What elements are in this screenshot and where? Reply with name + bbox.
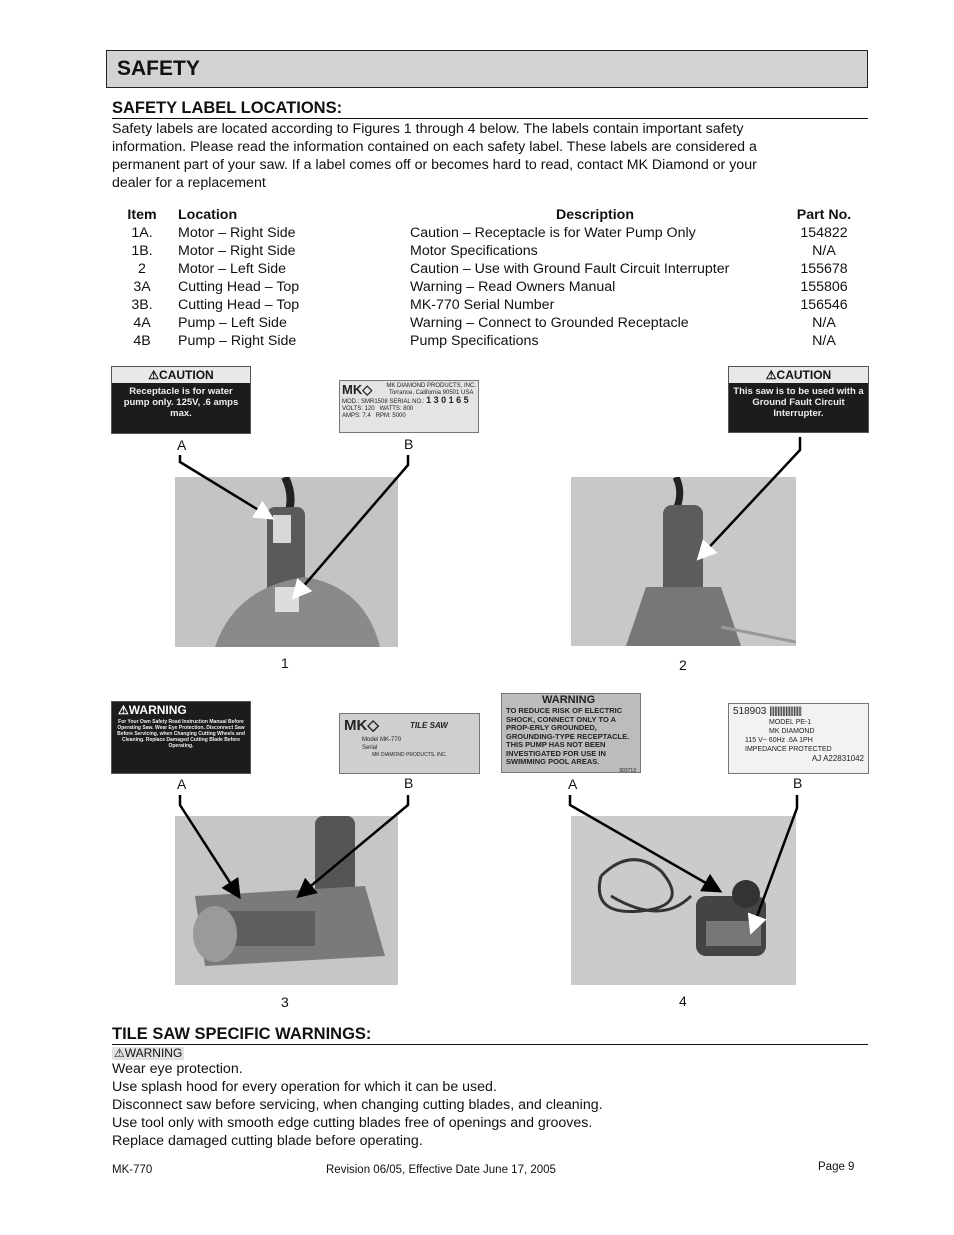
intro-line: information. Please read the information contained on each safety label. These labels are considered a <box>112 139 757 155</box>
cell-location: Pump – Right Side <box>178 333 297 349</box>
pump-spec-label <box>728 703 869 774</box>
motor-volts: VOLTS: 120 <box>342 406 375 412</box>
cell-description: Warning – Read Owners Manual <box>410 279 616 295</box>
cell-part: N/A <box>812 333 836 349</box>
header-item: Item <box>127 207 157 223</box>
table-row <box>112 278 868 296</box>
warning-line: Replace damaged cutting blade before operating. <box>112 1133 423 1149</box>
header-description: Description <box>555 207 635 223</box>
figure-2-number: 2 <box>679 657 687 673</box>
warning-label-body: For Your Own Safety Read Instruction Manual Before Operating Saw. Wear Eye Protection. Disconnect Saw Before Servicing, when Changing Cutting Wheels and Cleaning. Replace Damaged Cutting Blade Before Operating. <box>117 719 245 749</box>
mk-logo: MK◇ <box>342 382 373 397</box>
caution-gfci-label <box>728 366 869 433</box>
cell-item: 3A <box>133 279 151 295</box>
cell-location: Motor – Right Side <box>178 243 296 259</box>
label-locations-heading: SAFETY LABEL LOCATIONS: <box>112 98 868 119</box>
fig1-letter-a: A <box>177 437 187 453</box>
motor-watts: WATTS: 800 <box>379 406 414 412</box>
pump-maker: MK DIAMOND <box>769 728 815 735</box>
warning-line: Wear eye protection. <box>112 1061 243 1077</box>
barcode-icon: |||||||||||||||||||| <box>769 706 802 717</box>
cell-item: 1B. <box>131 243 153 259</box>
cell-location: Cutting Head – Top <box>178 279 300 295</box>
serial-label: SERIAL NO.: <box>389 399 425 405</box>
motor-serial: 1 3 0 1 6 5 <box>426 395 469 405</box>
fig1-letter-b: B <box>404 436 414 452</box>
cell-item: 4A <box>133 315 151 331</box>
fig3-letter-b: B <box>404 775 414 791</box>
motor-rpm: RPM: 5000 <box>375 413 406 419</box>
header-location: Location <box>178 207 238 223</box>
mk-logo: MK◇ <box>344 717 379 734</box>
cell-description: Motor Specifications <box>410 243 538 259</box>
section-title-bar <box>106 50 868 88</box>
saw-head-illustration <box>175 816 398 985</box>
warnings-list <box>112 1060 603 1150</box>
warning-line: Use tool only with smooth edge cutting blades free of openings and grooves. <box>112 1115 593 1131</box>
cell-description: Pump Specifications <box>410 333 539 349</box>
caution-label-body: Receptacle is for water pump only. 125V, .6 amps max. <box>123 386 239 419</box>
saw-motor-illustration <box>175 477 398 647</box>
cell-part: N/A <box>812 243 836 259</box>
pump-serial: AJ A22831042 <box>811 754 864 763</box>
figure-4-photo <box>571 816 796 985</box>
page-title: SAFETY <box>117 57 200 80</box>
warning-pump-label <box>501 693 641 773</box>
table-row <box>112 314 868 332</box>
pump-impedance: IMPEDANCE PROTECTED <box>745 746 832 753</box>
model-label: Model <box>362 737 379 743</box>
cell-description: MK-770 Serial Number <box>410 297 555 313</box>
caution-label-head: ⚠CAUTION <box>729 367 868 383</box>
header-part: Part No. <box>796 207 852 223</box>
cell-location: Cutting Head – Top <box>178 297 300 313</box>
intro-line: dealer for a replacement <box>112 175 266 191</box>
pump-model: MODEL PE-1 <box>769 719 812 726</box>
pump-number: 518903 <box>733 706 767 717</box>
caution-label-body: This saw is to be used with a Ground Fault Circuit Interrupter. <box>733 386 864 419</box>
table-row <box>112 260 868 278</box>
caution-water-pump-label <box>111 366 251 434</box>
cell-item: 4B <box>133 333 151 349</box>
warnings-heading: TILE SAW SPECIFIC WARNINGS: <box>112 1024 868 1045</box>
cell-location: Pump – Left Side <box>178 315 287 331</box>
pump-warning-head: WARNING <box>542 694 596 706</box>
cell-part: 155806 <box>800 279 848 295</box>
figure-3-photo <box>175 816 398 985</box>
footer-page-number: Page 9 <box>818 1161 855 1173</box>
cell-location: Motor – Left Side <box>178 261 287 277</box>
tile-saw-name: TILE SAW <box>410 720 448 730</box>
warning-line: Disconnect saw before servicing, when changing cutting blades, and cleaning. <box>112 1097 603 1113</box>
fig4-letter-a: A <box>568 776 578 792</box>
cell-part: N/A <box>812 315 836 331</box>
tile-saw-serial-label <box>339 713 480 774</box>
serial-label: Serial <box>362 745 378 751</box>
warning-manual-label <box>111 701 251 774</box>
table-row <box>112 332 868 350</box>
saw-side-illustration <box>571 477 796 646</box>
figure-1-photo <box>175 477 398 647</box>
figure-4-number: 4 <box>679 993 687 1009</box>
cell-description: Caution – Use with Ground Fault Circuit Interrupter <box>410 261 730 277</box>
warning-label-head: ⚠WARNING <box>112 702 250 718</box>
warning-badge: ⚠WARNING <box>114 1046 183 1060</box>
cell-description: Warning – Connect to Grounded Receptacle <box>410 315 689 331</box>
cell-item: 2 <box>138 261 146 277</box>
cell-item: 1A. <box>131 225 153 241</box>
pump-warning-body: TO REDUCE RISK OF ELECTRIC SHOCK, CONNECT ONLY TO A PROP-ERLY GROUNDED, GROUNDING-TYPE RECEPTACLE. THIS PUMP HAS NOT BEEN INVESTIGATED FOR USE IN SWIMMING POOL AREAS. <box>506 706 630 766</box>
footer-model: MK-770 <box>112 1164 153 1176</box>
footer-revision: Revision 06/05, Effective Date June 17, 2005 <box>326 1164 556 1176</box>
table-header-row <box>112 206 868 224</box>
motor-spec-label <box>339 380 479 433</box>
fig4-letter-b: B <box>793 775 803 791</box>
table-row <box>112 224 868 242</box>
intro-line: Safety labels are located according to Figures 1 through 4 below. The labels contain important safety <box>112 121 744 137</box>
intro-paragraph <box>112 120 852 192</box>
company-city: Torrance, California 90501 USA <box>388 390 474 396</box>
figure-2-photo <box>571 477 796 646</box>
table-row <box>112 296 868 314</box>
caution-label-head: ⚠CAUTION <box>112 367 250 383</box>
label-table <box>112 206 868 350</box>
table-row <box>112 242 868 260</box>
pump-warning-code: 993713 <box>619 767 636 773</box>
motor-model: MOD.: SMR1508 <box>342 399 388 405</box>
tile-saw-company: MK DIAMOND PRODUCTS, INC. <box>372 752 447 758</box>
figure-1-number: 1 <box>281 655 289 671</box>
figure-3-number: 3 <box>281 994 289 1010</box>
warning-line: Use splash hood for every operation for which it can be used. <box>112 1079 497 1095</box>
fig3-letter-a: A <box>177 776 187 792</box>
pump-illustration <box>571 816 796 985</box>
tile-saw-model: MK-770 <box>380 737 402 743</box>
cell-part: 155678 <box>800 261 848 277</box>
cell-description: Caution – Receptacle is for Water Pump Only <box>410 225 696 241</box>
company-name: MK DIAMOND PRODUCTS, INC. <box>386 383 476 389</box>
cell-part: 154822 <box>800 225 848 241</box>
cell-location: Motor – Right Side <box>178 225 296 241</box>
pump-power: 115 V~ 60Hz .6A 1PH <box>745 737 813 744</box>
cell-part: 156546 <box>800 297 848 313</box>
cell-item: 3B. <box>131 297 153 313</box>
intro-line: permanent part of your saw. If a label comes off or becomes hard to read, contact MK Diamond or your <box>112 157 757 173</box>
motor-amps: AMPS: 7.4 <box>342 413 371 419</box>
